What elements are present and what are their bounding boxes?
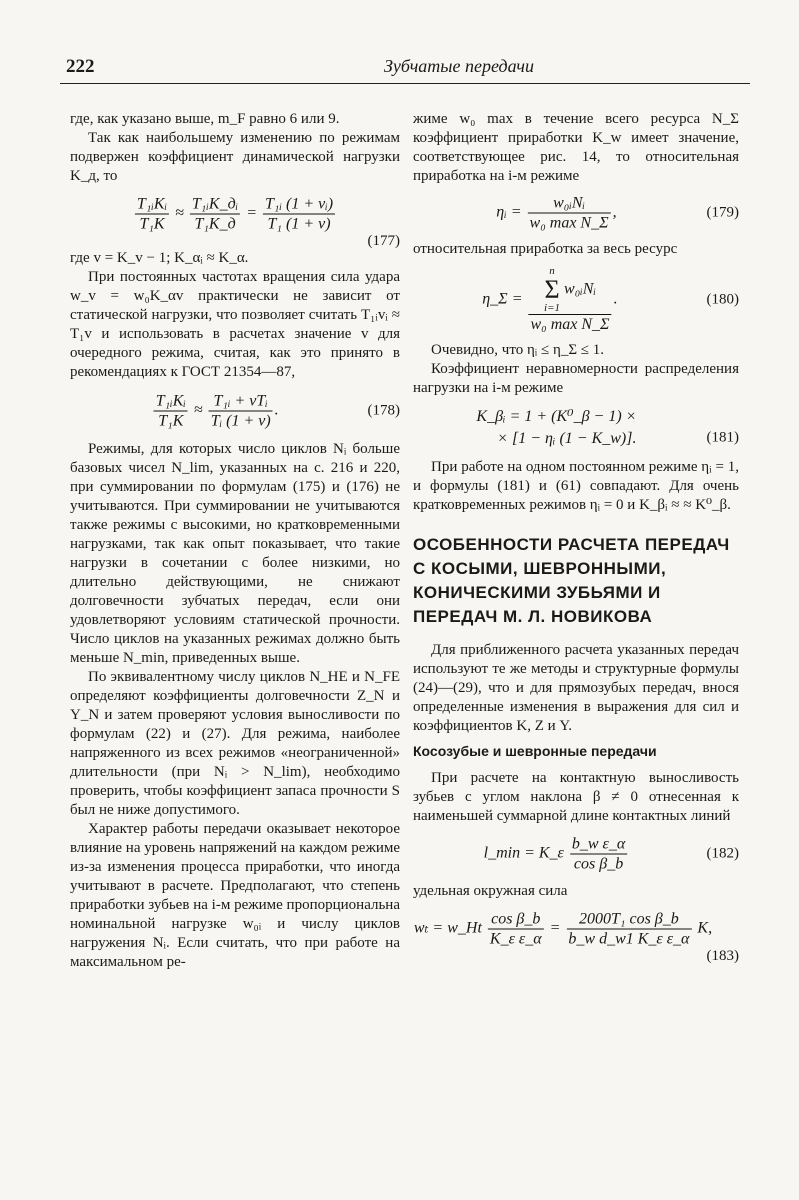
eq-numerator: T₁ᵢ + vTᵢ xyxy=(209,392,273,412)
paragraph: При работе на одном постоянном режиме ηᵢ = 1, и формулы (181) и (61) совпадают. Для очень кратковременных режимов ηᵢ = 0 и K_βᵢ ≈ ≈ K⁰_β. xyxy=(413,459,739,513)
paragraph: относительная приработка за весь ресурс xyxy=(413,241,678,257)
eq-denominator: Tᵢ (1 + v) xyxy=(210,412,271,430)
paragraph: При расчете на контактную выносливость зубьев с углом наклона β ≠ 0 отнесенная к наименьшей суммарной длине контактных линий xyxy=(413,770,739,824)
eq-numerator: T₁ᵢKᵢ xyxy=(136,195,168,213)
paragraph: Так как наибольшему изменению по режимам подвержен коэффициент динамической нагрузки K_д, то xyxy=(70,130,400,184)
paragraph: При постоянных частотах вращения сила удара w_v = w₀K_αv практически не зависит от статической нагрузки, что позволяет считать T₁ᵢvᵢ ≈ T₁v и использовать в расчетах значение v для очередного режима, считая, как это принято в рекомендациях к ГОСТ 21354—87, xyxy=(70,269,400,380)
paragraph: удельная окружная сила xyxy=(413,883,568,899)
equation-number: (180) xyxy=(706,291,739,308)
section-title: ОСОБЕННОСТИ РАСЧЕТА ПЕРЕДАЧ С КОСЫМИ, ШЕВРОННЫМИ, КОНИЧЕСКИМИ ЗУБЬЯМИ И ПЕРЕДАЧ М. Л. НОВИКОВА xyxy=(413,535,730,626)
eq-numerator: w₀ᵢNᵢ xyxy=(528,194,611,214)
sigma-symbol: Σ xyxy=(544,275,560,304)
eq-operator: = xyxy=(246,204,257,222)
eq-operator: ≈ xyxy=(193,401,203,419)
equation-number: (178) xyxy=(367,402,400,419)
eq-numerator: 2000T₁ cos β_b xyxy=(566,909,691,929)
eq-denominator: T₁K xyxy=(139,215,165,233)
eq-operator: = xyxy=(549,919,561,937)
paragraph: Очевидно, что ηᵢ ≤ η_Σ ≤ 1. xyxy=(431,342,605,358)
eq-line: × [1 − ηᵢ (1 − K_w)]. xyxy=(497,430,637,447)
equation-183 xyxy=(413,906,739,966)
eq-lhs: l_min = K_ε xyxy=(483,844,564,862)
eq-numerator: T₁ᵢ (1 + vᵢ) xyxy=(265,195,334,213)
eq-denominator: b_w d_w1 K_ε ε_α xyxy=(568,930,690,948)
paragraph: где v = K_v − 1; K_αᵢ ≈ K_α. xyxy=(70,250,249,266)
equation-177 xyxy=(70,191,400,249)
eq-punctuation: . xyxy=(274,401,279,419)
eq-operator: ≈ xyxy=(175,204,184,222)
summation xyxy=(544,266,560,314)
sum-upper-limit: n xyxy=(549,265,555,277)
eq-denominator: w₀ max N_Σ xyxy=(530,316,610,333)
left-column xyxy=(70,110,400,972)
equation-179 xyxy=(413,191,739,235)
equation-number: (179) xyxy=(706,204,739,221)
paragraph: жиме w₀ max в течение всего ресурса N_Σ коэффициент приработки K_w имеет значение, соответствующее рис. 14, то относительная приработка на i-м режиме xyxy=(413,111,739,184)
equation-number: (177) xyxy=(367,233,400,249)
equation-180 xyxy=(413,264,739,336)
equation-178 xyxy=(70,387,400,435)
eq-numerator: b_w ε_α xyxy=(571,835,626,853)
subsection-title: Косозубые и шевронные передачи xyxy=(413,743,657,759)
paragraph: где, как указано выше, m_F равно 6 или 9. xyxy=(70,111,340,127)
eq-numerator: cos β_b xyxy=(488,909,544,929)
eq-numerator: T₁ᵢKᵢ xyxy=(155,392,186,410)
eq-denominator: T₁K xyxy=(158,412,184,430)
eq-lhs: ηᵢ = xyxy=(496,203,522,221)
eq-tail: K, xyxy=(697,919,713,937)
eq-denominator: K_ε ε_α xyxy=(489,930,542,948)
header-rule xyxy=(60,83,750,84)
eq-lhs: wₜ = w_Ht xyxy=(413,919,482,937)
eq-numerator: w₀ᵢNᵢ xyxy=(564,280,597,298)
paragraph: Коэффициент неравномерности распределения нагрузки на i-м режиме xyxy=(413,361,739,396)
paragraph: По эквивалентному числу циклов N_HE и N_FE определяют коэффициенты долговечности Z_N и Y_N и затем проверяют условия выносливости по формулам (22) и (27). Для режима, наиболее напряженного из всех режимов «неограниченной» длительности (при Nᵢ > N_lim), необходимо проверить, чтобы коэффициент запаса прочности S был не ниже допустимого. xyxy=(70,669,400,818)
running-title: Зубчатые передачи xyxy=(384,56,534,76)
equation-number: (183) xyxy=(706,948,739,964)
equation-181 xyxy=(413,403,739,453)
equation-number: (182) xyxy=(706,845,739,862)
eq-punctuation: , xyxy=(612,203,617,221)
eq-numerator: T₁ᵢK_дᵢ xyxy=(191,195,239,213)
eq-denominator: T₁ (1 + v) xyxy=(267,215,331,233)
page-number: 222 xyxy=(66,56,95,77)
equation-182 xyxy=(413,831,739,877)
page-header xyxy=(60,50,750,82)
paragraph: Характер работы передачи оказывает некоторое влияние на уровень напряжений на каждом режиме из-за изменения процесса приработки, что иногда учитывают в расчете. Предполагают, что степень приработки зубьев на i-м режиме пропорциональна номинальной нагрузке w₀ᵢ и числу циклов нагружения Nᵢ. Если считать, что при работе на максимальном ре- xyxy=(70,821,400,970)
paragraph: Режимы, для которых число циклов Nᵢ больше базовых чисел N_lim, указанных на с. 216 и 220, при суммировании по формулам (175) и (176) не учитываются. При суммировании не учитываются также режимы с высокими, но кратковременными нагрузками, так как опыт показывает, что такие нагрузки в сочетании с более низкими, но длительно действующими, не снижают долговечности зубчатых передач, если они удовлетворяют условиям статической прочности. Число циклов на указанных режимах должно быть меньше N_min, приведенных выше. xyxy=(70,441,400,666)
eq-denominator: cos β_b xyxy=(573,855,624,873)
eq-lhs: η_Σ = xyxy=(482,290,523,308)
sum-lower-limit: i=1 xyxy=(544,302,561,314)
paragraph: Для приближенного расчета указанных передач используют те же методы и структурные формулы (24)—(29), что и для прямозубых передач, внося определенные изменения в выражения для сил и коэффициентов K, Z и Y. xyxy=(413,642,739,734)
eq-denominator: T₁K_д xyxy=(194,215,236,233)
eq-punctuation: . xyxy=(613,290,618,308)
eq-denominator: w₀ max N_Σ xyxy=(529,214,609,232)
eq-line: K_βᵢ = 1 + (K⁰_β − 1) × xyxy=(476,408,637,425)
right-column xyxy=(413,110,739,971)
equation-number: (181) xyxy=(706,429,739,446)
